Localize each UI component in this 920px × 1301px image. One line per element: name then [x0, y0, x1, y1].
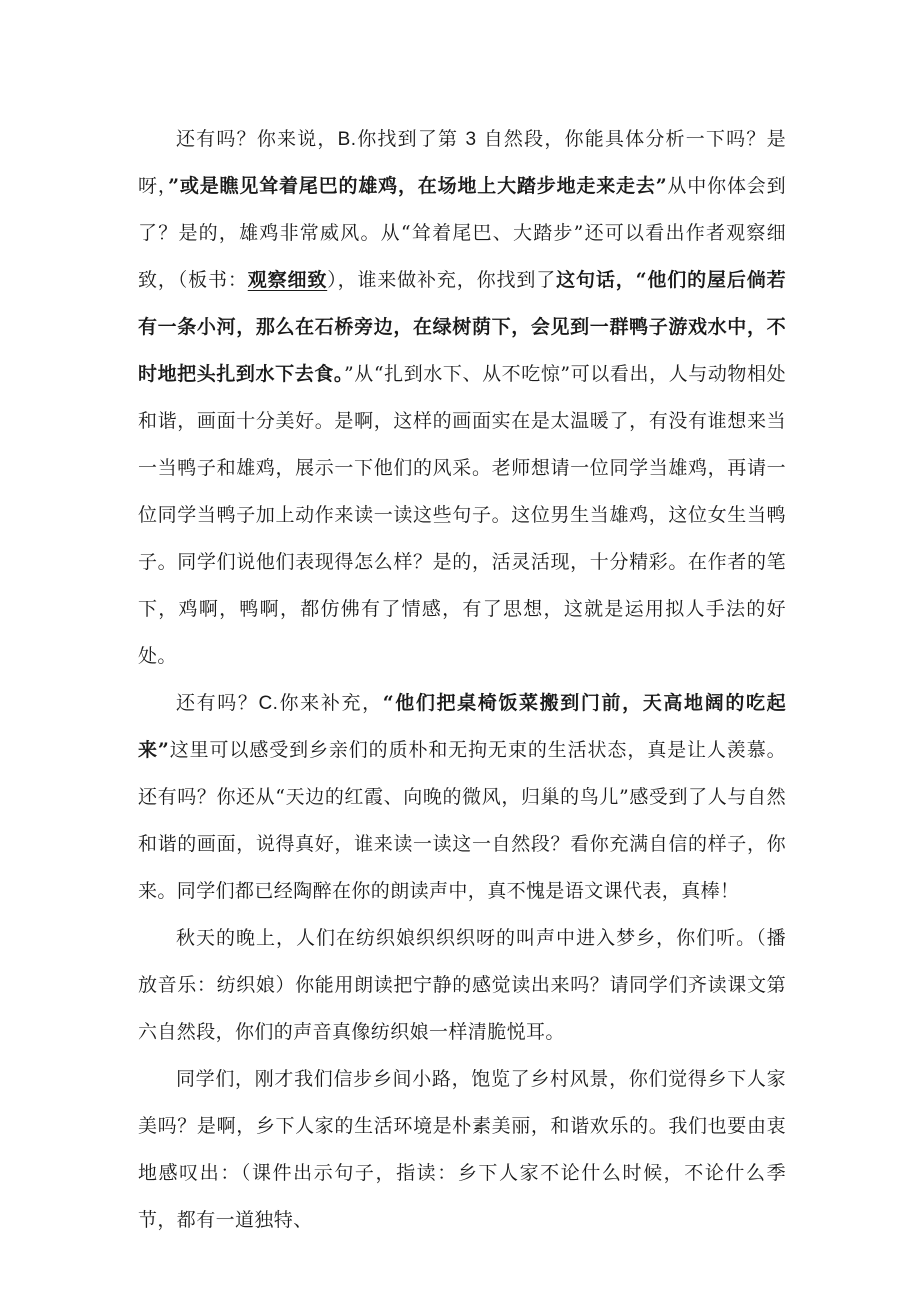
- p3-text-1: 秋天的晚上，人们在纺织娘织织织呀的叫声中进入梦乡，你们听。（播放音乐：纺织娘）你能用朗读把宁静的感觉读出来吗？请同学们齐读课文第六自然段，你们的声音真像纺织娘一样清脆悦耳。: [138, 927, 786, 1043]
- p4-text-1: 同学们，刚才我们信步乡间小路，饱览了乡村风景，你们觉得乡下人家美吗？是啊，乡下人家的生活环境是朴素美丽，和谐欢乐的。我们也要由衷地感叹出：（课件出示句子，指读：乡下人家不论什么时候，不论什么季节，都有一道独特、: [138, 1068, 786, 1231]
- p1-text-4: 从中你体会到了？是的，雄鸡非常威风。从“耸着尾巴、大踏步”还可以看出作者观察细致，（板书：: [138, 175, 786, 291]
- document-body: [138, 116, 786, 1244]
- p2-text-3: 这里可以感受到乡亲们的质朴和无拘无束的生活状态，真是让人羡慕。还有吗？你还从“天边的红霞、向晚的微风，归巢的鸟儿”感受到了人与自然和谐的画面，说得真好，谁来读一读这一自然段？看你充满自信的样子，你来。同学们都已经陶醉在你的朗读声中，真不愧是语文课代表，真棒！: [138, 739, 786, 902]
- paragraph-1: [138, 116, 786, 680]
- p1-text-2: 你找到了第: [356, 128, 466, 150]
- paragraph-4: [138, 1056, 786, 1244]
- p2-text-2: 你来补充，: [278, 692, 383, 714]
- p2-quote-dinner: “他们把桌椅饭菜搬到门前，天高地阔的吃起来”: [138, 692, 786, 761]
- p1-label-b: B.: [337, 129, 357, 150]
- p1-text-1: 还有吗？你来说，: [176, 128, 338, 150]
- p1-text-6: ”从“扎到水下、从不吃惊”可以看出，人与动物相处和谐，画面十分美好。是啊，这样的画面实在是太温暖了，有没有谁想来当一当鸭子和雄鸡，展示一下他们的风采。老师想请一位同学当雄鸡，再请一位同学当鸭子加上动作来读一读这些句子。这位男生当雄鸡，这位女生当鸭子。同学们说他们表现得怎么样？是的，活灵活现，十分精彩。在作者的笔下，鸡啊，鸭啊，都仿佛有了情感，有了思想，这就是运用拟人手法的好处。: [138, 363, 786, 667]
- p1-number-3: 3: [465, 129, 477, 150]
- p1-board-note: 观察细致: [247, 269, 328, 291]
- paragraph-2: [138, 680, 786, 915]
- p2-text-1: 还有吗？: [176, 692, 259, 714]
- p1-text-3: 自然段，你能具体分析一下吗？是呀，: [138, 128, 786, 197]
- p1-text-5: ），谁来做补充，你找到了: [327, 269, 557, 291]
- paragraph-3: [138, 915, 786, 1056]
- p1-quote-rooster: ”或是瞧见耸着尾巴的雄鸡，在场地上大踏步地走来走去”: [168, 175, 668, 197]
- p1-quote-ducks: 这句话，“他们的屋后倘若有一条小河，那么在石桥旁边，在绿树荫下，会见到一群鸭子游戏水中，不时地把头扎到水下去食。: [138, 269, 787, 385]
- p2-label-c: C.: [258, 693, 279, 714]
